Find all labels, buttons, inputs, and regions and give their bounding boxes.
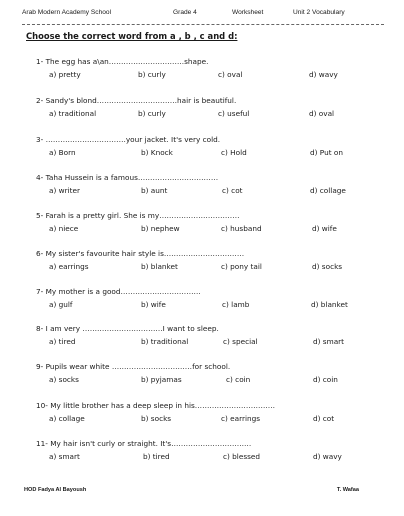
option-d: d) wavy — [313, 452, 342, 461]
question-stem: 5- Farah is a pretty girl. She is my…………………………… — [36, 211, 240, 220]
option-b: b) socks — [141, 414, 172, 423]
question-stem: 9- Pupils wear white ……………………………for school. — [36, 362, 231, 371]
option-a: a) traditional — [49, 109, 97, 118]
grade-label: Grade 4 — [173, 9, 197, 16]
option-c: c) oval — [218, 70, 243, 79]
option-a: a) socks — [49, 375, 79, 384]
option-d: d) cot — [313, 414, 335, 423]
footer-teacher: T. Wafaa — [336, 487, 359, 493]
option-b: b) curly — [138, 109, 166, 118]
question-2 — [0, 96, 404, 126]
question-stem: 2- Sandy's blond……………………………hair is beautiful. — [36, 96, 237, 105]
option-b: b) pyjamas — [141, 375, 182, 384]
option-a: a) writer — [49, 186, 80, 195]
option-d: d) blanket — [311, 300, 348, 309]
question-6 — [0, 249, 404, 279]
question-4 — [0, 173, 404, 203]
option-d: d) socks — [312, 262, 343, 271]
header-divider — [22, 24, 384, 25]
option-a: a) niece — [49, 224, 79, 233]
question-11 — [0, 439, 404, 469]
question-stem: 8- I am very ……………………………I want to sleep. — [36, 324, 219, 333]
option-c: c) blessed — [223, 452, 261, 461]
footer-hod: HOD Fadya Al Bayoush — [24, 487, 87, 493]
option-a: a) earrings — [49, 262, 89, 271]
question-9 — [0, 362, 404, 392]
option-c: c) Hold — [221, 148, 247, 157]
worksheet-label: Worksheet — [232, 9, 264, 16]
option-b: b) wife — [141, 300, 166, 309]
option-a: a) Born — [49, 148, 76, 157]
option-d: d) collage — [310, 186, 346, 195]
option-c: c) lamb — [222, 300, 250, 309]
option-b: b) aunt — [141, 186, 168, 195]
question-stem: 7- My mother is a good…………………………… — [36, 287, 201, 296]
question-10 — [0, 401, 404, 431]
question-3 — [0, 135, 404, 165]
question-stem: 11- My hair isn't curly or straight. It's…………………………… — [36, 439, 252, 448]
option-d: d) Put on — [310, 148, 343, 157]
option-b: b) nephew — [141, 224, 180, 233]
question-1 — [0, 57, 404, 87]
option-b: b) tired — [143, 452, 170, 461]
option-a: a) smart — [49, 452, 80, 461]
option-b: b) blanket — [141, 262, 178, 271]
option-d: d) wife — [312, 224, 337, 233]
question-5 — [0, 211, 404, 241]
option-d: d) oval — [309, 109, 335, 118]
question-7 — [0, 287, 404, 317]
option-d: d) wavy — [309, 70, 338, 79]
option-b: b) curly — [138, 70, 166, 79]
option-c: c) special — [223, 337, 258, 346]
option-d: d) smart — [313, 337, 345, 346]
instruction: Choose the correct word from a , b , c and d: — [26, 31, 238, 41]
question-stem: 4- Taha Hussein is a famous…………………………… — [36, 173, 219, 182]
option-b: b) Knock — [141, 148, 173, 157]
option-c: c) coin — [226, 375, 251, 384]
option-c: c) cot — [222, 186, 243, 195]
option-d: d) coin — [313, 375, 338, 384]
option-a: a) collage — [49, 414, 85, 423]
option-c: c) earrings — [221, 414, 261, 423]
question-stem: 1- The egg has a\an………………………….shape. — [36, 57, 209, 66]
option-c: c) pony tail — [221, 262, 262, 271]
question-stem: 10- My little brother has a deep sleep in his…………………………… — [36, 401, 276, 410]
option-a: a) pretty — [49, 70, 81, 79]
school-name: Arab Modern Academy School — [22, 9, 112, 16]
option-b: b) traditional — [141, 337, 189, 346]
question-stem: 3- ……………………………your jacket. It's very cold. — [36, 135, 221, 144]
unit-label: Unit 2 Vocabulary — [293, 9, 345, 16]
option-a: a) gulf — [49, 300, 73, 309]
header — [22, 9, 384, 21]
question-stem: 6- My sister's favourite hair style is…………………………… — [36, 249, 245, 258]
option-a: a) tired — [49, 337, 76, 346]
option-c: c) husband — [221, 224, 262, 233]
question-8 — [0, 324, 404, 354]
option-c: c) useful — [218, 109, 250, 118]
